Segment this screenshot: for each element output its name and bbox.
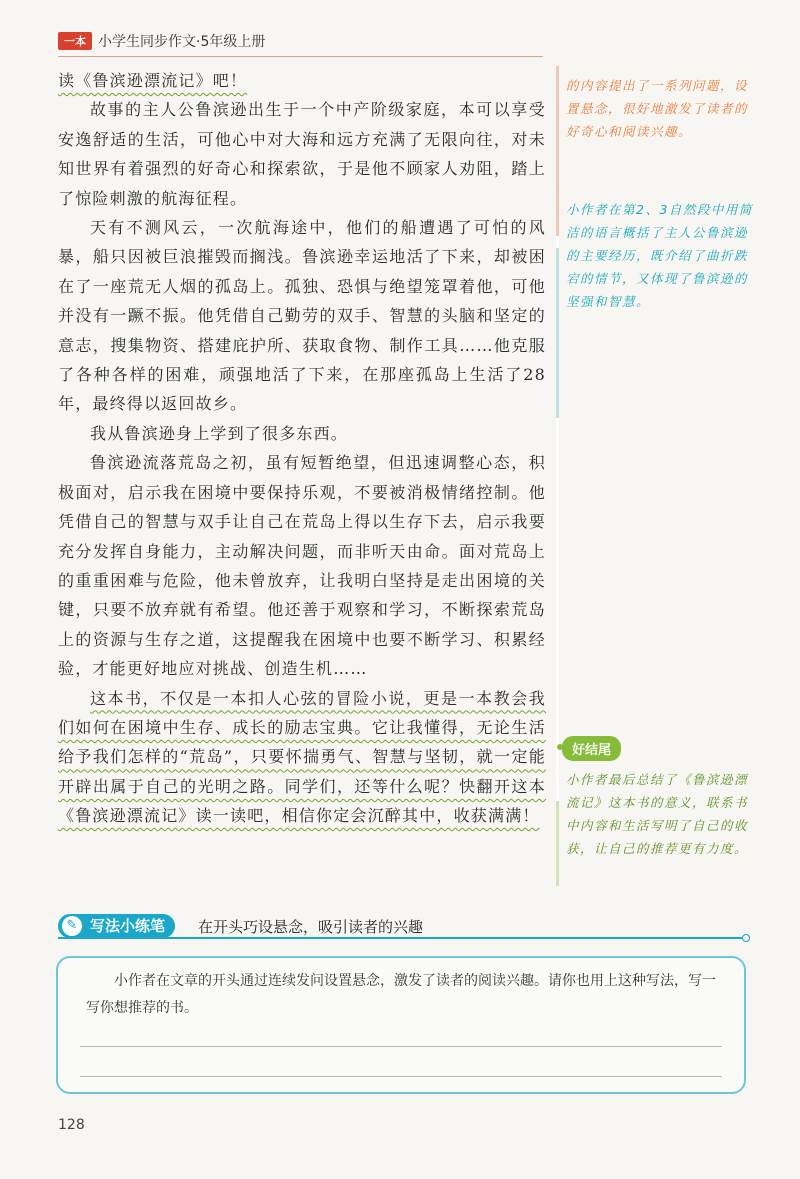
book-title: 小学生同步作文·5年级上册 bbox=[98, 34, 266, 50]
brand-badge: 一本 bbox=[58, 32, 92, 50]
margin-divider bbox=[556, 66, 559, 886]
header-divider bbox=[58, 56, 543, 57]
side-note-ending: 小作者最后总结了《鲁滨逊漂流记》这本书的意义，联系书中内容和生活写明了自己的收获，让自己的推荐更有力度。 bbox=[566, 772, 749, 856]
page-number: 128 bbox=[58, 1117, 85, 1133]
paragraph-5: 这本书，不仅是一本扣人心弦的冒险小说，更是一本教会我们如何在困境中生存、成长的励志宝典。它让我懂得，无论生活给予我们怎样的“荒岛”，只要怀揣勇气、智慧与坚韧，就一定能开辟出属于自己的光明之路。同学们，还等什么呢？快翻开这本《鲁滨逊漂流记》读一读吧，相信你定会沉醉其中，收获满满！ bbox=[58, 688, 546, 826]
exercise-title: 在开头巧设悬念，吸引读者的兴趣 bbox=[198, 918, 424, 936]
side-note-opening: 的内容提出了一系列问题，设置悬念，很好地激发了读者的好奇心和阅读兴趣。 bbox=[566, 78, 749, 139]
writing-line[interactable] bbox=[80, 1046, 722, 1047]
opening-line: 读《鲁滨逊漂流记》吧！ bbox=[58, 71, 248, 90]
paragraph-2: 天有不测风云，一次航海途中，他们的船遭遇了可怕的风暴，船只因被巨浪摧毁而搁浅。鲁滨逊幸运地活了下来，却被困在了一座荒无人烟的孤岛上。孤独、恐惧与绝望笼罩着他，可他并没有一蹶不振。他凭借自己勤劳的双手、智慧的头脑和坚定的意志，搜集物资、搭建庇护所、获取食物、制作工具……他克服了各种各样的困难，顽强地活了下来，在那座孤岛上生活了28年，最终得以返回故乡。 bbox=[58, 218, 546, 414]
paragraph-3: 我从鲁滨逊身上学到了很多东西。 bbox=[90, 423, 349, 443]
paragraph-4: 鲁滨逊流落荒岛之初，虽有短暂绝望，但迅速调整心态，积极面对，启示我在困境中要保持乐观，不要被消极情绪控制。他凭借自己的智慧与双手让自己在荒岛上得以生存下去，启示我要充分发挥自身能力，主动解决问题，而非听天由命。面对荒岛上的重重困难与危险，他未曾放弃，让我明白坚持是走出困境的关键，只要不放弃就有希望。他还善于观察和学习，不断探索荒岛上的资源与生存之道，这提醒我在困境中也要不断学习、积累经验，才能更好地应对挑战、创造生机…… bbox=[58, 453, 546, 679]
exercise-label-text: 写法小练笔 bbox=[90, 917, 166, 935]
writing-line[interactable] bbox=[80, 1076, 722, 1077]
good-ending-tag: 好结尾 bbox=[562, 736, 621, 761]
exercise-header bbox=[58, 914, 746, 942]
paragraph-1: 故事的主人公鲁滨逊出生于一个中产阶级家庭，本可以享受安逸舒适的生活，可他心中对大海和远方充满了无限向往，对未知世界有着强烈的好奇心和探索欲，于是他不顾家人劝阻，踏上了惊险刺激的航海征程。 bbox=[58, 100, 546, 208]
page-header bbox=[58, 30, 265, 52]
pencil-icon: ✎ bbox=[62, 916, 82, 936]
side-note-summary: 小作者在第2、3自然段中用简洁的语言概括了主人公鲁滨逊的主要经历，既介绍了曲折跌宕的情节，又体现了鲁滨逊的坚强和智慧。 bbox=[566, 202, 753, 309]
exercise-box bbox=[56, 956, 746, 1094]
exercise-label bbox=[58, 914, 175, 938]
exercise-prompt: 小作者在文章的开头通过连续发问设置悬念，激发了读者的阅读兴趣。请你也用上这种写法，写一写你想推荐的书。 bbox=[86, 973, 716, 1016]
essay-body bbox=[58, 66, 546, 831]
